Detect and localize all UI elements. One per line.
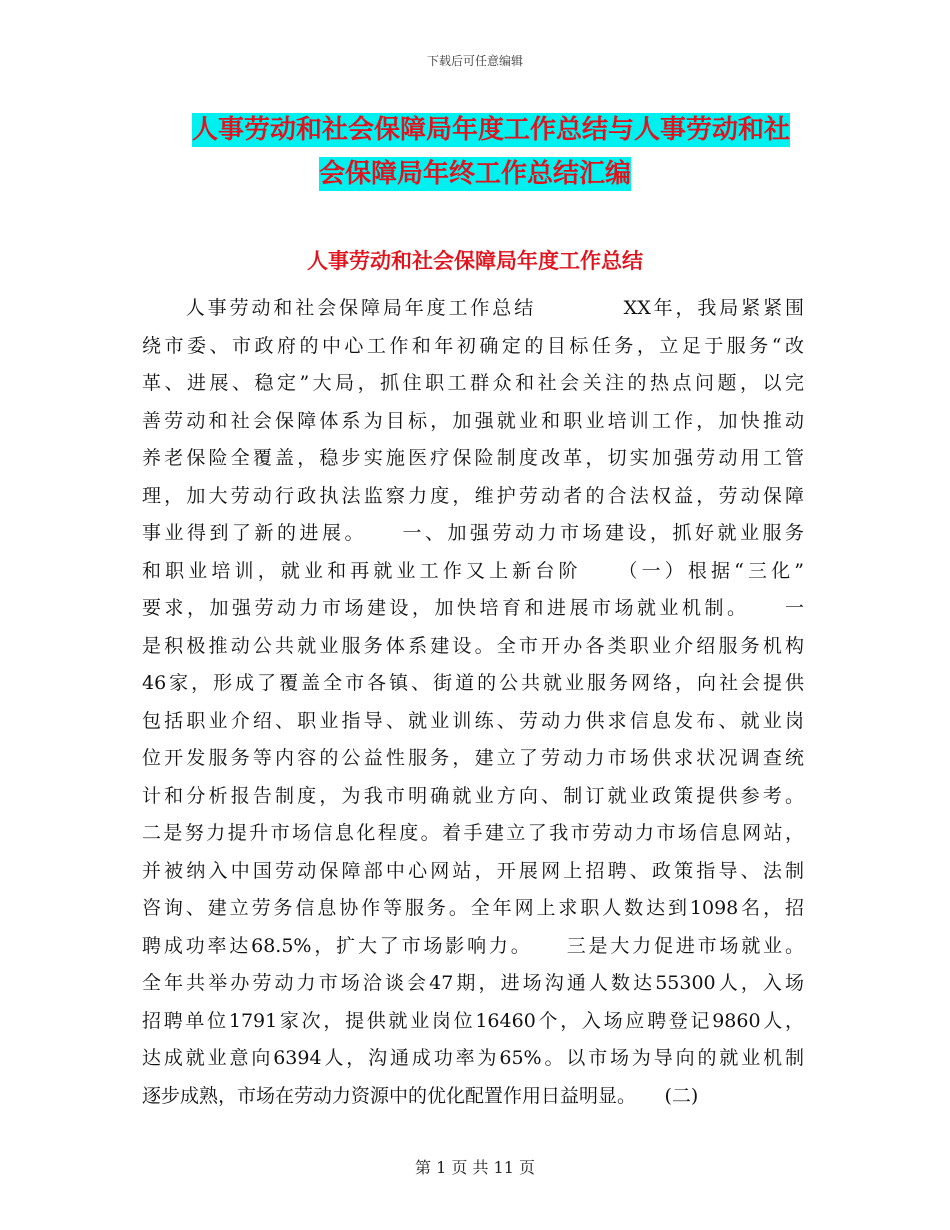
body-line: 革、进展、稳定”大局，抓住职工群众和社会关注的热点问题，以完 [142,372,804,394]
body-line: 逐步成熟，市场在劳动力资源中的优化配置作用日益明显。 (二) [142,1084,699,1107]
title-line-2 [140,152,810,196]
title-line-1-text: 人事劳动和社会保障局年度工作总结与人事劳动和社 [192,115,791,145]
body-line: 事业得到了新的进展。 一、加强劳动力市场建设，抓好就业服务 [142,522,804,544]
body-line: 包括职业介绍、职业指导、就业训练、劳动力供求信息发布、就业岗 [142,709,804,732]
body-line: 招聘单位1791家次，提供就业岗位16460个，入场应聘登记9860人， [142,1009,804,1032]
download-note: 下载后可任意编辑 [426,54,523,68]
body-line: 达成就业意向6394人，沟通成功率为65%。以市场为导向的就业机制 [142,1047,804,1069]
body-text [142,290,804,1115]
body-line: 人事劳动和社会保障局年度工作总结 XX年，我局紧紧围 [142,297,804,319]
document-title [140,108,810,196]
page-number: 第 1 页 共 11 页 [415,1158,535,1177]
body-line: 咨询、建立劳务信息协作等服务。全年网上求职人数达到1098名，招 [142,897,804,919]
body-line: 要求，加强劳动力市场建设，加快培育和进展市场就业机制。 一 [142,597,804,619]
body-line: 计和分析报告制度，为我市明确就业方向、制订就业政策提供参考。 [142,784,804,807]
body-line: 理，加大劳动行政执法监察力度，维护劳动者的合法权益，劳动保障 [142,484,804,507]
body-line: 聘成功率达68.5%，扩大了市场影响力。 三是大力促进市场就业。 [142,934,804,957]
body-line: 二是努力提升市场信息化程度。着手建立了我市劳动力市场信息网站， [142,822,804,844]
body-line: 并被纳入中国劳动保障部中心网站，开展网上招聘、政策指导、法制 [142,859,804,882]
body-line: 善劳动和社会保障体系为目标，加强就业和职业培训工作，加快推动 [142,409,804,432]
body-line: 全年共举办劳动力市场洽谈会47期，进场沟通人数达55300人，入场 [142,972,804,994]
body-line: 是积极推动公共就业服务体系建设。全市开办各类职业介绍服务机构 [142,634,804,657]
body-line: 和职业培训，就业和再就业工作又上新台阶 （一）根据“三化” [142,559,804,582]
title-line-2-text: 会保障局年终工作总结汇编 [318,159,631,189]
section-title: 人事劳动和社会保障局年度工作总结 [307,249,643,273]
title-line-1 [140,108,810,152]
body-line: 位开发服务等内容的公益性服务，建立了劳动力市场供求状况调查统 [142,747,804,769]
body-line: 绕市委、市政府的中心工作和年初确定的目标任务，立足于服务“改 [142,334,804,357]
body-line: 46家，形成了覆盖全市各镇、街道的公共就业服务网络，向社会提供 [142,672,804,694]
body-line: 养老保险全覆盖，稳步实施医疗保险制度改革，切实加强劳动用工管 [142,447,804,469]
